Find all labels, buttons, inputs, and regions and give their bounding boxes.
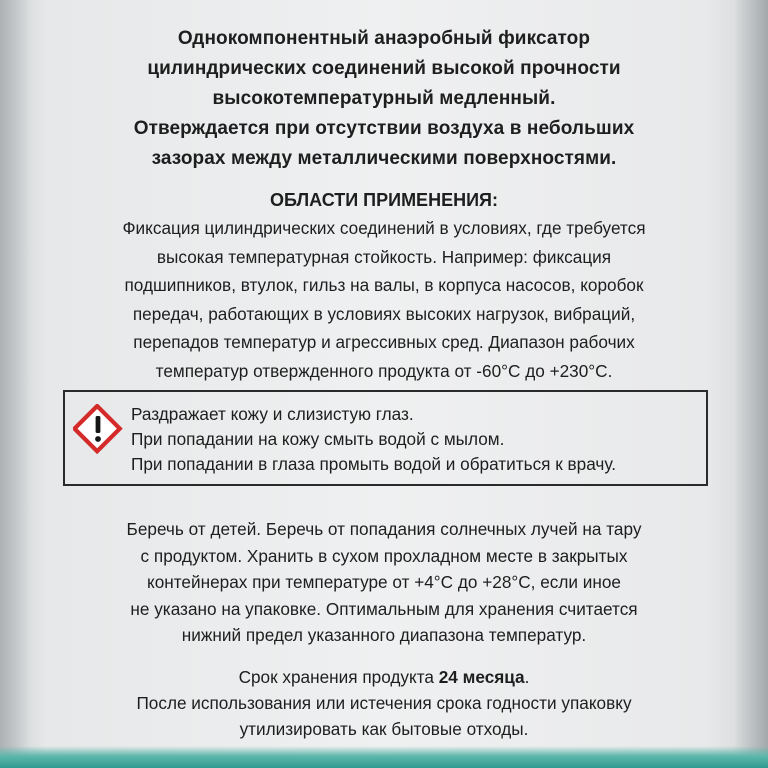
disposal-line: утилизировать как бытовые отходы. (239, 719, 529, 739)
applications-line: температур отвержденного продукта от -60°С до +230°С. (155, 360, 613, 381)
applications-line: высокая температурная стойкость. Например: фиксация (156, 246, 612, 267)
shelf-life-prefix: Срок хранения продукта (238, 667, 439, 687)
hazard-statement: При попадании на кожу смыть водой с мылом. (131, 429, 505, 449)
intro-line: высокотемпературный медленный. (212, 88, 556, 109)
applications-heading: ОБЛАСТИ ПРИМЕНЕНИЯ: (270, 190, 498, 210)
applications-text (0, 214, 768, 386)
product-description (0, 24, 768, 174)
storage-line: контейнерах при температуре от +4°С до +28°С, если иное (146, 572, 621, 592)
storage-line: Беречь от детей. Беречь от попадания солнечных лучей на тару (126, 519, 642, 539)
storage-line: не указано на упаковке. Оптимальным для хранения считается (130, 598, 638, 619)
storage-line: нижний предел указанного диапазона температур. (181, 625, 587, 645)
hazard-warning-box (63, 390, 708, 486)
hazard-statements (131, 402, 616, 477)
intro-line: зазорах между металлическими поверхностями. (151, 148, 617, 169)
shelf-life-suffix: . (524, 667, 530, 687)
applications-line: перепадов температур и агрессивных сред. Диапазон рабочих (133, 332, 635, 353)
applications-line: Фиксация цилиндрических соединений в условиях, где требуется (122, 218, 646, 238)
shelf-life-line (0, 664, 768, 690)
storage-line: с продуктом. Хранить в сухом прохладном месте в закрытых (140, 545, 628, 566)
intro-line: Отверждается при отсутствии воздуха в небольших (133, 118, 635, 139)
hazard-statement: Раздражает кожу и слизистую глаз. (131, 404, 414, 424)
storage-instructions (0, 516, 768, 649)
intro-line: цилиндрических соединений высокой прочности (147, 58, 621, 79)
disposal-line: После использования или истечения срока годности упаковку (136, 693, 632, 713)
shelf-life-value: 24 месяца (438, 667, 525, 687)
applications-line: передач, работающих в условиях высоких нагрузок, вибраций, (132, 303, 636, 324)
intro-line: Однокомпонентный анаэробный фиксатор (177, 28, 591, 49)
exclamation-hazard-icon (73, 404, 123, 454)
hazard-statement: При попадании в глаза промыть водой и обратиться к врачу. (131, 454, 617, 474)
shelf-life-info (0, 664, 768, 742)
label-teal-band (0, 746, 768, 768)
applications-line: подшипников, втулок, гильз на валы, в корпуса насосов, коробок (124, 275, 644, 296)
